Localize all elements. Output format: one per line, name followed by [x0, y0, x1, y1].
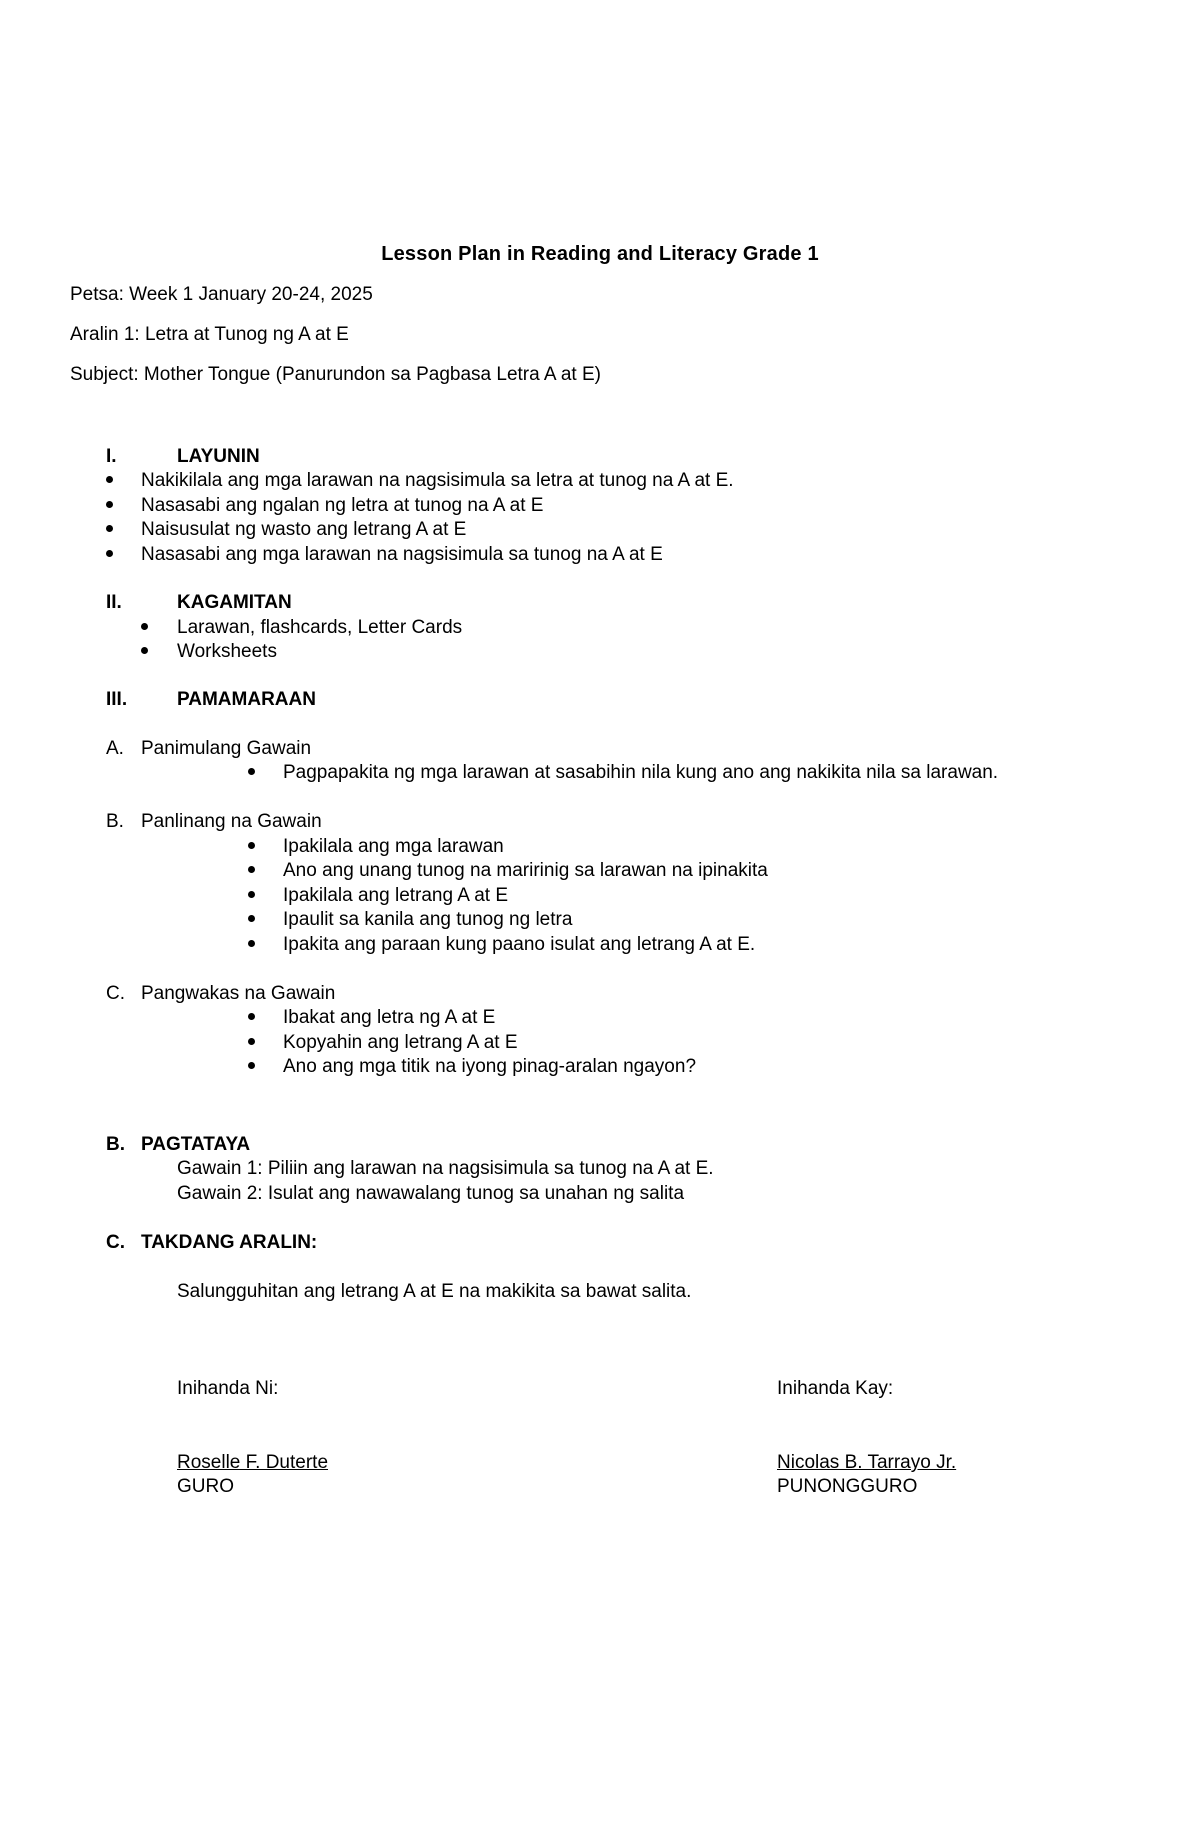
part-a-heading: Panimulang Gawain [141, 738, 312, 759]
document-title: Lesson Plan in Reading and Literacy Grade 1 [381, 243, 819, 265]
prepared-by-label: Inihanda Ni: [177, 1378, 279, 1399]
assessment-line: Gawain 2: Isulat ang nawawalang tunog sa unahan ng salita [177, 1183, 685, 1204]
material-item: Larawan, flashcards, Letter Cards [177, 617, 463, 638]
part-a-letter: A. [106, 738, 124, 759]
principal-role: PUNONGGURO [777, 1476, 918, 1497]
bullet-icon [106, 476, 113, 483]
section-1-number: I. [106, 446, 117, 467]
pagtataya-heading: PAGTATAYA [141, 1134, 251, 1155]
bullet-icon [248, 866, 255, 873]
date-line: Petsa: Week 1 January 20-24, 2025 [70, 284, 373, 305]
procedure-item: Ibakat ang letra ng A at E [283, 1007, 496, 1028]
section-3-number: III. [106, 689, 128, 710]
bullet-icon [106, 501, 113, 508]
procedure-item: Ipaulit sa kanila ang tunog ng letra [283, 909, 573, 930]
takdang-aralin-heading: TAKDANG ARALIN: [141, 1232, 318, 1253]
material-item: Worksheets [177, 641, 277, 662]
bullet-icon [248, 940, 255, 947]
bullet-icon [141, 647, 148, 654]
procedure-item: Ipakita ang paraan kung paano isulat ang letrang A at E. [283, 934, 756, 955]
objective-item: Naisusulat ng wasto ang letrang A at E [141, 519, 467, 540]
procedure-item: Pagpapakita ng mga larawan at sasabihin nila kung ano ang nakikita nila sa larawan. [283, 762, 999, 783]
bullet-icon [248, 915, 255, 922]
noted-by-label: Inihanda Kay: [777, 1378, 894, 1399]
takdang-aralin-letter: C. [106, 1232, 125, 1253]
procedure-item: Ano ang unang tunog na maririnig sa larawan na ipinakita [283, 860, 768, 881]
pagtataya-letter: B. [106, 1134, 125, 1155]
section-3-heading: PAMAMARAAN [177, 689, 316, 710]
bullet-icon [248, 842, 255, 849]
bullet-icon [106, 525, 113, 532]
bullet-icon [248, 1013, 255, 1020]
principal-name: Nicolas B. Tarrayo Jr. [777, 1452, 957, 1473]
section-2-heading: KAGAMITAN [177, 592, 292, 613]
procedure-item: Ipakilala ang letrang A at E [283, 885, 508, 906]
teacher-role: GURO [177, 1476, 234, 1497]
teacher-name: Roselle F. Duterte [177, 1452, 329, 1473]
lesson-line: Aralin 1: Letra at Tunog ng A at E [70, 324, 349, 345]
procedure-item: Ano ang mga titik na iyong pinag-aralan ngayon? [283, 1056, 697, 1077]
bullet-icon [248, 1038, 255, 1045]
objective-item: Nasasabi ang ngalan ng letra at tunog na A at E [141, 495, 544, 516]
bullet-icon [248, 1062, 255, 1069]
objective-item: Nakikilala ang mga larawan na nagsisimula sa letra at tunog na A at E. [141, 470, 734, 491]
part-c-letter: C. [106, 983, 125, 1004]
bullet-icon [248, 768, 255, 775]
section-2-number: II. [106, 592, 122, 613]
bullet-icon [248, 891, 255, 898]
part-c-heading: Pangwakas na Gawain [141, 983, 336, 1004]
procedure-item: Kopyahin ang letrang A at E [283, 1032, 518, 1053]
bullet-icon [106, 550, 113, 557]
assessment-line: Gawain 1: Piliin ang larawan na nagsisimula sa tunog na A at E. [177, 1158, 714, 1179]
objective-item: Nasasabi ang mga larawan na nagsisimula sa tunog na A at E [141, 544, 663, 565]
assignment-text: Salungguhitan ang letrang A at E na makikita sa bawat salita. [177, 1281, 692, 1302]
part-b-heading: Panlinang na Gawain [141, 811, 322, 832]
section-1-heading: LAYUNIN [177, 446, 260, 467]
subject-line: Subject: Mother Tongue (Panurundon sa Pagbasa Letra A at E) [70, 364, 601, 385]
part-b-letter: B. [106, 811, 124, 832]
bullet-icon [141, 623, 148, 630]
procedure-item: Ipakilala ang mga larawan [283, 836, 504, 857]
